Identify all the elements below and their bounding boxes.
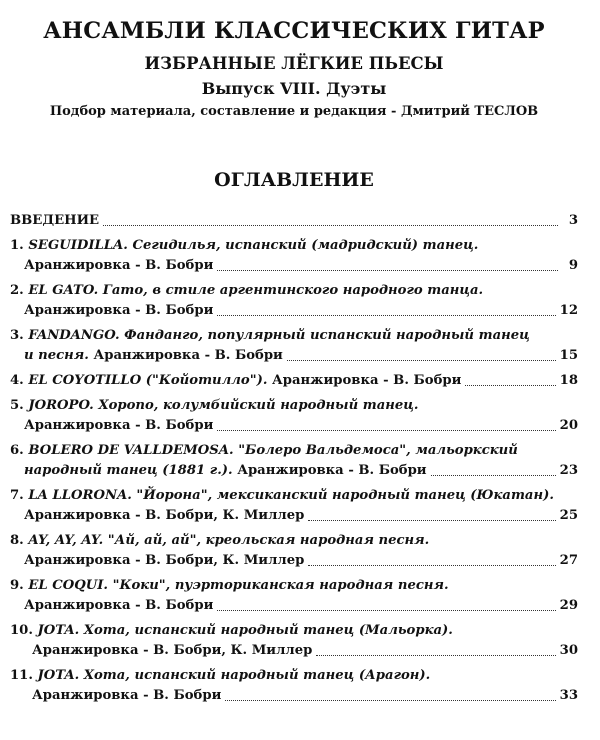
entry-title: FANDANGO. Фанданго, популярный испанский народный танец <box>28 328 530 343</box>
entry-page: 15 <box>559 348 578 363</box>
entry-arranger: Аранжировка - В. Бобри <box>24 418 214 433</box>
toc-entry[interactable] <box>10 621 578 661</box>
toc-entry[interactable] <box>10 666 578 706</box>
entry-title: AY, AY, AY. "Ай, ай, ай", креольская народная песня. <box>28 533 430 548</box>
entry-page: 20 <box>559 418 578 433</box>
entry-title: SEGUIDILLA. Сегидилья, испанский (мадридский) танец. <box>28 238 479 253</box>
entry-title: BOLERO DE VALLDEMOSA. "Болеро Вальдемоса", мальоркский <box>28 443 518 458</box>
entry-number: 10. <box>10 623 33 638</box>
dot-leader <box>217 270 558 271</box>
toc-heading: ОГЛАВЛЕНИЕ <box>214 169 374 191</box>
entry-number: 4. <box>10 373 24 388</box>
entry-page: 27 <box>559 553 578 568</box>
entry-number: 8. <box>10 533 24 548</box>
entry-title: JOTA. Хота, испанский народный танец (Мальорка). <box>37 623 453 638</box>
entry-arranger: Аранжировка - В. Бобри <box>24 258 214 273</box>
dot-leader <box>217 430 555 431</box>
book-title: АНСАМБЛИ КЛАССИЧЕСКИХ ГИТАР <box>43 18 545 44</box>
entry-arranger: Аранжировка - В. Бобри <box>93 348 283 363</box>
entry-title: JOTA. Хота, испанский народный танец (Арагон). <box>37 668 431 683</box>
toc-entry[interactable] <box>10 371 578 391</box>
dot-leader <box>217 610 555 611</box>
toc-entry[interactable] <box>10 486 578 526</box>
dot-leader <box>431 475 556 476</box>
entry-arranger: Аранжировка - В. Бобри <box>24 598 214 613</box>
entry-page: 9 <box>568 258 578 273</box>
dot-leader <box>308 565 555 566</box>
toc-entry[interactable] <box>10 236 578 276</box>
dot-leader <box>308 520 555 521</box>
dot-leader <box>465 385 555 386</box>
toc-entry-intro[interactable] <box>10 211 578 231</box>
entry-title: JOROPO. Хоропо, колумбийский народный танец. <box>28 398 419 413</box>
dot-leader <box>103 225 558 226</box>
toc-entry[interactable] <box>10 326 578 366</box>
toc-entry-page: 3 <box>568 213 578 228</box>
dot-leader <box>217 315 555 316</box>
entry-page: 33 <box>559 688 578 703</box>
entry-number: 5. <box>10 398 24 413</box>
toc-entry[interactable] <box>10 281 578 321</box>
entry-title: EL GATO. Гато, в стиле аргентинского народного танца. <box>28 283 484 298</box>
entry-page: 12 <box>559 303 578 318</box>
entry-page: 29 <box>559 598 578 613</box>
toc-entry[interactable] <box>10 531 578 571</box>
entry-number: 9. <box>10 578 24 593</box>
entry-arranger: Аранжировка - В. Бобри <box>272 373 462 388</box>
entry-title-continued: народный танец (1881 г.). <box>24 463 233 478</box>
entry-number: 1. <box>10 238 24 253</box>
toc-entry[interactable] <box>10 576 578 616</box>
toc-entry-label: ВВЕДЕНИЕ <box>10 213 100 228</box>
entry-title: LA LLORONA. "Йорона", мексиканский народный танец (Юкатан). <box>28 488 554 503</box>
entry-arranger: Аранжировка - В. Бобри, К. Миллер <box>24 508 305 523</box>
entry-number: 11. <box>10 668 33 683</box>
entry-title: EL COQUI. "Коки", пуэрториканская народная песня. <box>28 578 449 593</box>
entry-page: 30 <box>559 643 578 658</box>
issue-label: Выпуск VIII. Дуэты <box>201 79 387 98</box>
document-page <box>0 18 600 740</box>
book-subtitle: ИЗБРАННЫЕ ЛЁГКИЕ ПЬЕСЫ <box>144 54 444 73</box>
entry-arranger: Аранжировка - В. Бобри <box>32 688 222 703</box>
entry-title-continued: и песня. <box>24 348 89 363</box>
entry-arranger: Аранжировка - В. Бобри <box>24 303 214 318</box>
dot-leader <box>225 700 555 701</box>
entry-page: 25 <box>559 508 578 523</box>
entry-number: 2. <box>10 283 24 298</box>
entry-arranger: Аранжировка - В. Бобри, К. Миллер <box>24 553 305 568</box>
entry-arranger: Аранжировка - В. Бобри <box>237 463 427 478</box>
credits-line: Подбор материала, составление и редакция - Дмитрий ТЕСЛОВ <box>49 104 539 119</box>
toc-entry[interactable] <box>10 441 578 481</box>
dot-leader <box>287 360 556 361</box>
entry-number: 3. <box>10 328 24 343</box>
toc-list <box>10 211 578 706</box>
header <box>10 18 578 119</box>
dot-leader <box>316 655 555 656</box>
entry-page: 18 <box>559 373 578 388</box>
entry-page: 23 <box>559 463 578 478</box>
entry-number: 7. <box>10 488 24 503</box>
entry-number: 6. <box>10 443 24 458</box>
toc-entry[interactable] <box>10 396 578 436</box>
entry-title: EL COYOTILLO ("Койотилло"). <box>28 373 268 388</box>
entry-arranger: Аранжировка - В. Бобри, К. Миллер <box>32 643 313 658</box>
